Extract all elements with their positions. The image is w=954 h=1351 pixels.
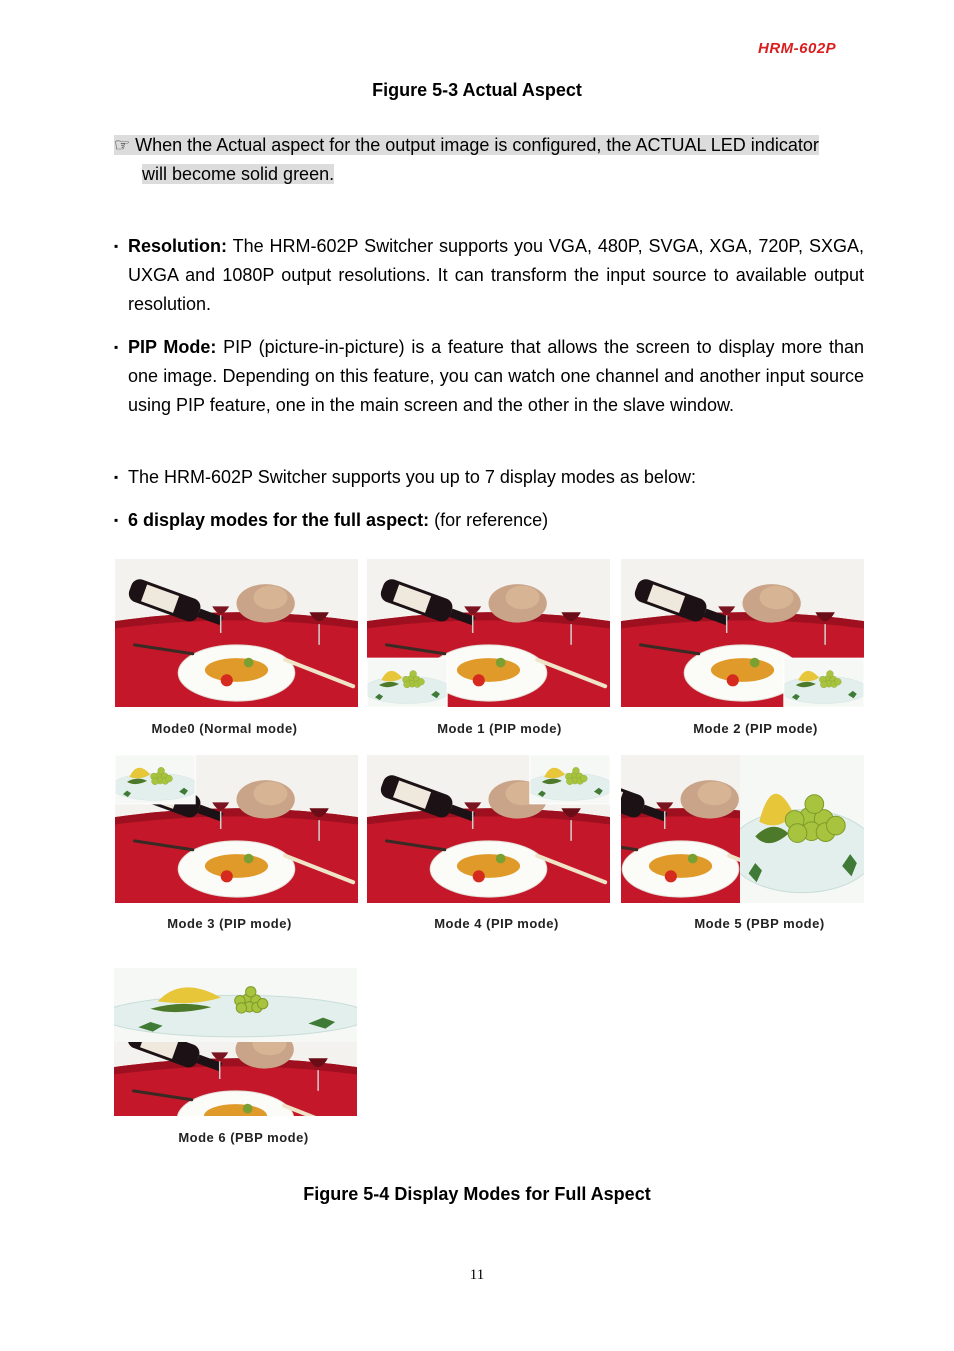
brand-logo: HRM-602P <box>758 40 837 57</box>
thumbnail-graphic <box>367 559 610 707</box>
mode-6-caption: Mode 6 (PBP mode) <box>178 1130 309 1145</box>
thumbnail-graphic <box>621 755 864 903</box>
bullet-display-modes <box>114 463 864 492</box>
bullet-marker: ▪ <box>114 340 119 354</box>
mode-6-image <box>114 968 357 1116</box>
note-line-1: ☞ When the Actual aspect for the output image is configured, the ACTUAL LED indicator <box>114 135 819 155</box>
mode-2-image <box>621 559 864 707</box>
thumbnail-graphic <box>115 755 358 903</box>
note-block <box>114 131 864 189</box>
mode-1-caption: Mode 1 (PIP mode) <box>437 721 562 736</box>
bullet-full-aspect <box>114 506 864 535</box>
mode-1-image <box>367 559 610 707</box>
thumbnail-graphic <box>114 968 357 1116</box>
thumbnail-graphic <box>367 755 610 903</box>
mode-3-caption: Mode 3 (PIP mode) <box>167 916 292 931</box>
mode-5-image <box>621 755 864 903</box>
bullet-title: 6 display modes for the full aspect: <box>128 510 430 530</box>
figure-caption-actual-aspect: Figure 5-3 Actual Aspect <box>372 80 582 100</box>
mode-4-caption: Mode 4 (PIP mode) <box>434 916 559 931</box>
bullet-title: PIP Mode: <box>128 337 217 357</box>
mode-5-caption: Mode 5 (PBP mode) <box>694 916 825 931</box>
mode-2-caption: Mode 2 (PIP mode) <box>693 721 818 736</box>
figure-caption-display-modes: Figure 5-4 Display Modes for Full Aspect <box>303 1184 651 1204</box>
bullet-text: The HRM-602P Switcher supports you up to 7 display modes as below: <box>128 467 696 487</box>
bullet-marker: ▪ <box>114 470 119 484</box>
bullet-pip-mode <box>114 333 864 420</box>
bullet-text: The HRM-602P Switcher supports you VGA, 480P, SVGA, XGA, 720P, SXGA, UXGA and 1080P output resolutions. It can transform the input source to available output resolution. <box>128 236 864 314</box>
mode-4-image <box>367 755 610 903</box>
thumbnail-graphic <box>115 559 358 707</box>
page-number: 11 <box>469 1267 485 1283</box>
mode-0-image <box>115 559 358 707</box>
bullet-text: PIP (picture-in-picture) is a feature that allows the screen to display more than one image. Depending on this feature, you can watch one channel and another input source using PIP feature, one in the main screen and the other in the slave window. <box>128 337 864 415</box>
thumbnail-graphic <box>621 559 864 707</box>
mode-3-image <box>115 755 358 903</box>
mode-0-caption: Mode0 (Normal mode) <box>151 721 298 736</box>
note-line-2: will become solid green. <box>142 164 335 184</box>
bullet-resolution <box>114 232 864 319</box>
bullet-marker: ▪ <box>114 239 119 253</box>
bullet-title: Resolution: <box>128 236 227 256</box>
bullet-text: (for reference) <box>429 510 549 530</box>
bullet-marker: ▪ <box>114 513 119 527</box>
